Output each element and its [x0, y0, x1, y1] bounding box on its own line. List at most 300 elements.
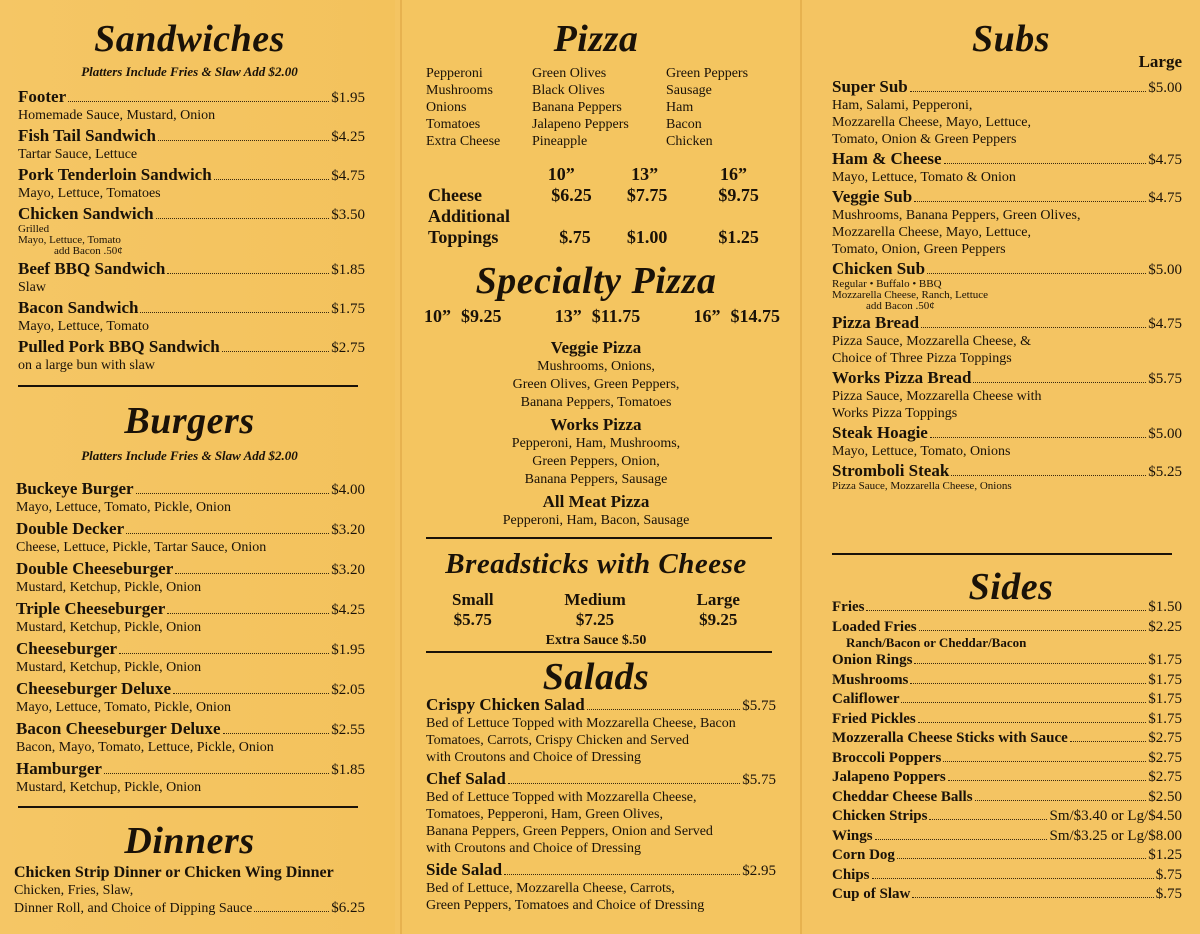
item-desc: Ham, Salami, Pepperoni, — [832, 98, 973, 113]
size-label: 10” — [547, 164, 575, 184]
item-name: Mozzeralla Cheese Sticks with Sauce — [832, 730, 1068, 746]
item-name: Cheddar Cheese Balls — [832, 788, 973, 805]
topping-name: Sausage — [666, 83, 712, 98]
size-price: $9.25 — [461, 306, 502, 326]
item-desc: Mustard, Ketchup, Pickle, Onion — [16, 780, 202, 795]
item-name: Bacon Sandwich — [18, 298, 139, 317]
item-price: $1.85 — [331, 262, 365, 278]
item-price: $5.75 — [742, 698, 776, 714]
size-price: $5.75 — [453, 610, 492, 629]
item-name: Beef BBQ Sandwich — [18, 259, 166, 278]
item-name: Pulled Pork BBQ Sandwich — [18, 337, 220, 356]
additional-label: Additional — [428, 206, 511, 226]
item-price: $1.75 — [1148, 691, 1182, 707]
item-desc: Green Peppers, Tomatoes and Choice of Dressing — [426, 898, 705, 913]
item-name: Buckeye Burger — [16, 479, 134, 498]
item-price: $.75 — [1155, 886, 1182, 902]
leader-dots — [919, 630, 1147, 631]
specialty-size — [555, 306, 641, 327]
menu-item — [832, 749, 1182, 767]
item-desc: Mayo, Lettuce, Tomato & Onion — [832, 170, 1016, 185]
item-desc: Regular • Buffalo • BBQ — [832, 278, 942, 290]
menu-item — [18, 127, 365, 163]
item-name: Super Sub — [832, 77, 908, 96]
leader-dots — [104, 773, 329, 774]
item-row — [18, 338, 365, 357]
item-row — [832, 671, 1182, 689]
topping-name: Black Olives — [532, 83, 605, 98]
item-name: Califlower — [832, 691, 900, 707]
item-row — [16, 600, 365, 619]
leader-dots — [866, 610, 1146, 611]
item-desc: Works Pizza Toppings — [832, 406, 958, 421]
item-desc: Bed of Lettuce, Mozzarella Cheese, Carrots, — [426, 881, 675, 896]
item-desc: Tomatoes, Pepperoni, Ham, Green Olives, — [426, 807, 663, 822]
topping-name: Pineapple — [532, 134, 588, 149]
topping-price: $.75 — [559, 227, 591, 247]
menu-item — [16, 560, 365, 596]
specialty-desc: Pepperoni, Ham, Bacon, Sausage — [502, 513, 690, 528]
subs-title: Subs — [971, 18, 1051, 60]
item-name: Mushrooms — [832, 671, 909, 688]
item-desc: Mayo, Lettuce, Tomato, Pickle, Onion — [16, 700, 231, 715]
item-desc: Tomato, Onion & Green Peppers — [832, 132, 1017, 147]
item-row — [18, 88, 365, 107]
item-desc: Tartar Sauce, Lettuce — [18, 147, 138, 162]
menu-item — [16, 520, 365, 556]
item-row — [832, 369, 1182, 388]
menu-item — [18, 299, 365, 335]
item-price: $2.75 — [1148, 769, 1182, 785]
menu-item — [832, 729, 1182, 747]
item-desc: with Croutons and Choice of Dressing — [426, 750, 642, 765]
leader-dots — [167, 613, 329, 614]
menu-item — [832, 690, 1182, 708]
leader-dots — [1070, 741, 1146, 742]
item-price: $4.25 — [331, 602, 365, 618]
breadstick-size — [564, 590, 625, 630]
item-name: Crispy Chicken Salad — [426, 695, 585, 714]
specialty-pizza — [402, 415, 790, 489]
menu-item — [18, 338, 365, 374]
leader-dots — [948, 780, 1146, 781]
specialty-name: All Meat Pizza — [542, 492, 650, 511]
specialty-desc: Green Peppers, Onion, — [532, 454, 660, 469]
topping-name: Pepperoni — [426, 66, 483, 81]
menu-item — [832, 618, 1182, 650]
item-name: Cheeseburger — [16, 639, 118, 658]
item-price: $1.75 — [1148, 652, 1182, 668]
item-price: $2.55 — [331, 722, 365, 738]
item-price: $1.50 — [1148, 599, 1182, 615]
item-price: $1.85 — [331, 762, 365, 778]
item-row — [832, 710, 1182, 728]
item-row — [18, 260, 365, 279]
item-desc: Mozzarella Cheese, Mayo, Lettuce, — [832, 115, 1032, 130]
item-name: Chicken Sub — [832, 259, 926, 278]
item-desc: Ranch/Bacon or Cheddar/Bacon — [846, 634, 1027, 650]
item-row — [832, 729, 1182, 747]
item-row — [16, 640, 365, 659]
menu-item — [832, 710, 1182, 728]
size-label: Medium — [564, 590, 626, 609]
leader-dots — [222, 351, 330, 352]
menu-item — [16, 600, 365, 636]
leader-dots — [951, 475, 1146, 476]
menu-item — [832, 885, 1182, 903]
specialty-desc: Banana Peppers, Sausage — [524, 472, 668, 487]
item-name: Onion Rings — [832, 652, 913, 668]
item-row — [16, 680, 365, 699]
sandwiches-title: Sandwiches — [94, 18, 285, 60]
menu-item — [832, 314, 1182, 367]
item-price: $4.75 — [1148, 316, 1182, 332]
item-price: $4.00 — [331, 482, 365, 498]
salad-list — [426, 696, 776, 918]
item-name: Broccoli Poppers — [832, 749, 942, 766]
leader-dots — [140, 312, 329, 313]
menu-item — [832, 768, 1182, 786]
item-price: $1.95 — [331, 90, 365, 106]
item-desc: add Bacon .50¢ — [866, 300, 935, 312]
item-price: $5.25 — [1148, 464, 1182, 480]
item-row — [16, 560, 365, 579]
item-name: Cheeseburger Deluxe — [16, 679, 172, 698]
leader-dots — [912, 897, 1153, 898]
leader-dots — [921, 327, 1146, 328]
item-row — [832, 424, 1182, 443]
specialty-size — [424, 306, 502, 327]
topping-row — [426, 82, 784, 99]
sandwich-list — [18, 88, 365, 377]
item-row — [832, 462, 1182, 481]
item-name: Veggie Sub — [832, 187, 913, 206]
item-name: Footer — [18, 87, 67, 106]
leader-dots — [119, 653, 329, 654]
item-price: $2.25 — [1148, 618, 1182, 635]
size-label: Large — [1138, 52, 1182, 71]
item-row — [832, 314, 1182, 333]
size-label: 16” — [693, 306, 721, 326]
item-name: Double Cheeseburger — [16, 559, 174, 578]
leader-dots — [943, 761, 1146, 762]
size-label: 10” — [424, 306, 451, 326]
dinner-price: $6.25 — [331, 900, 365, 916]
item-desc: Mayo, Lettuce, Tomatoes — [18, 186, 161, 201]
menu-item — [832, 188, 1182, 258]
leader-dots — [975, 800, 1147, 801]
item-price: $3.20 — [331, 562, 365, 578]
leader-dots — [175, 573, 329, 574]
item-row — [832, 260, 1182, 279]
breadstick-sizes — [452, 590, 740, 630]
leader-dots — [173, 693, 329, 694]
item-desc: Pizza Sauce, Mozzarella Cheese with — [832, 389, 1042, 404]
item-price: $4.25 — [331, 129, 365, 145]
topping-row — [426, 133, 784, 150]
item-name: Stromboli Steak — [832, 461, 950, 480]
menu-item — [832, 598, 1182, 616]
item-price: $5.75 — [742, 772, 776, 788]
item-desc: Mustard, Ketchup, Pickle, Onion — [16, 660, 202, 675]
item-desc: add Bacon .50¢ — [54, 245, 123, 257]
topping-name: Extra Cheese — [426, 134, 501, 149]
item-name: Hamburger — [16, 759, 102, 778]
breadstick-size — [697, 590, 740, 630]
toppings-label: Toppings — [428, 227, 499, 247]
item-row — [832, 827, 1182, 845]
divider — [832, 553, 1172, 555]
topping-table — [426, 65, 784, 150]
leader-dots — [68, 101, 329, 102]
item-desc: Mayo, Lettuce, Tomato, Pickle, Onion — [16, 500, 231, 515]
item-row — [426, 770, 776, 789]
menu-item — [426, 770, 776, 857]
item-desc: Tomatoes, Carrots, Crispy Chicken and Served — [426, 733, 690, 748]
menu-item — [832, 369, 1182, 422]
item-name: Bacon Cheeseburger Deluxe — [16, 719, 221, 738]
menu-item — [18, 88, 365, 124]
menu-item — [832, 424, 1182, 460]
menu-item — [426, 696, 776, 766]
item-desc: Grilled — [18, 223, 50, 235]
topping-name: Tomatoes — [426, 117, 481, 132]
topping-row — [426, 65, 784, 82]
specialty-desc: Banana Peppers, Tomatoes — [520, 395, 672, 410]
specialty-sizes — [424, 306, 780, 327]
pizza-title: Pizza — [553, 18, 639, 60]
specialty-desc: Mushrooms, Onions, — [537, 359, 655, 374]
item-row — [832, 690, 1182, 708]
size-label: 13” — [631, 164, 659, 184]
item-desc: Mayo, Lettuce, Tomato, Onions — [832, 444, 1011, 459]
pizza-price-grid — [428, 164, 778, 248]
left-panel — [0, 0, 395, 934]
leader-dots — [254, 911, 329, 912]
item-name: Fish Tail Sandwich — [18, 126, 156, 145]
topping-name: Bacon — [666, 117, 702, 132]
item-name: Ham & Cheese — [832, 149, 942, 168]
menu-item — [832, 827, 1182, 845]
topping-name: Mushrooms — [426, 83, 493, 98]
leader-dots — [504, 874, 740, 875]
menu-item — [832, 78, 1182, 148]
item-price: $4.75 — [331, 168, 365, 184]
leader-dots — [944, 163, 1147, 164]
item-row — [426, 696, 776, 715]
divider — [18, 806, 358, 808]
dinner-desc: Chicken, Fries, Slaw, — [14, 883, 134, 898]
item-row — [18, 205, 365, 224]
specialty-pizza — [402, 492, 790, 530]
divider — [18, 385, 358, 387]
leader-dots — [126, 533, 329, 534]
item-name: Fried Pickles — [832, 710, 916, 727]
menu-item — [16, 760, 365, 796]
item-price: Sm/$3.25 or Lg/$8.00 — [1049, 827, 1182, 844]
menu-item — [832, 462, 1182, 492]
item-price: $2.75 — [331, 340, 365, 356]
leader-dots — [223, 733, 330, 734]
dinner-name: Chicken Strip Dinner or Chicken Wing Dinner — [14, 864, 334, 881]
leader-dots — [167, 273, 329, 274]
leader-dots — [901, 702, 1146, 703]
menu-item — [16, 680, 365, 716]
dinner-item — [14, 864, 365, 918]
menu-item — [18, 205, 365, 257]
leader-dots — [918, 722, 1147, 723]
item-name: Wings — [832, 827, 873, 844]
item-price: $1.75 — [331, 301, 365, 317]
menu-item — [832, 846, 1182, 864]
menu-item — [832, 150, 1182, 186]
item-price: $2.95 — [742, 863, 776, 879]
item-desc: Pizza Sauce, Mozzarella Cheese, Onions — [832, 480, 1012, 492]
item-desc: Bacon, Mayo, Tomato, Lettuce, Pickle, Onion — [16, 740, 274, 755]
specialty-desc: Green Olives, Green Peppers, — [512, 377, 680, 392]
leader-dots — [927, 273, 1146, 274]
menu-item — [832, 788, 1182, 806]
specialty-title: Specialty Pizza — [475, 260, 717, 302]
menu-item — [832, 671, 1182, 689]
item-desc: Mozzarella Cheese, Mayo, Lettuce, — [832, 225, 1032, 240]
item-price: $5.00 — [1148, 426, 1182, 442]
menu-item — [16, 720, 365, 756]
sub-list — [832, 78, 1182, 494]
item-price: $2.50 — [1148, 788, 1182, 805]
specialty-pizza — [402, 338, 790, 412]
item-row — [832, 651, 1182, 669]
item-desc: Homemade Sauce, Mustard, Onion — [18, 108, 216, 123]
divider — [426, 537, 772, 539]
menu-item — [832, 866, 1182, 884]
burgers-title: Burgers — [124, 400, 255, 442]
item-row — [832, 78, 1182, 97]
item-desc: Slaw — [18, 280, 46, 295]
leader-dots — [136, 493, 330, 494]
item-name: Triple Cheeseburger — [16, 599, 166, 618]
cheese-price: $7.75 — [626, 185, 668, 205]
item-price: $1.25 — [1148, 847, 1182, 863]
item-name: Pork Tenderloin Sandwich — [18, 165, 212, 184]
cheese-label: Cheese — [428, 185, 482, 205]
leader-dots — [587, 709, 741, 710]
item-row — [18, 166, 365, 185]
leader-dots — [914, 201, 1146, 202]
specialty-name: Works Pizza — [550, 415, 642, 434]
menu-item — [16, 480, 365, 516]
item-desc: Cheese, Lettuce, Pickle, Tartar Sauce, Onion — [16, 540, 267, 555]
item-row — [16, 520, 365, 539]
size-price: $14.75 — [730, 306, 780, 326]
topping-name: Green Peppers — [666, 66, 749, 81]
item-price: $1.95 — [331, 642, 365, 658]
item-price: $4.75 — [1148, 152, 1182, 168]
item-name: Steak Hoagie — [832, 423, 928, 442]
sides-title: Sides — [968, 566, 1054, 608]
item-price: $2.75 — [1148, 749, 1182, 766]
item-name: Corn Dog — [832, 847, 895, 863]
item-name: Double Decker — [16, 519, 125, 538]
salads-title: Salads — [542, 656, 650, 698]
item-name: Works Pizza Bread — [832, 368, 972, 387]
topping-row — [426, 116, 784, 133]
sandwiches-note: Platters Include Fries & Slaw Add $2.00 — [81, 64, 298, 79]
leader-dots — [156, 218, 330, 219]
side-list — [832, 598, 1182, 905]
item-row — [832, 749, 1182, 767]
leader-dots — [897, 858, 1146, 859]
item-desc: Choice of Three Pizza Toppings — [832, 351, 1012, 366]
item-price: $1.75 — [1148, 710, 1182, 727]
dinners-title: Dinners — [124, 820, 255, 862]
item-row — [426, 861, 776, 880]
item-name: Pizza Bread — [832, 313, 920, 332]
leader-dots — [930, 437, 1146, 438]
leader-dots — [910, 91, 1146, 92]
topping-name: Jalapeno Peppers — [532, 117, 629, 132]
item-price: $2.05 — [331, 682, 365, 698]
item-row — [832, 846, 1182, 864]
item-desc: Mustard, Ketchup, Pickle, Onion — [16, 580, 202, 595]
leader-dots — [214, 179, 330, 180]
leader-dots — [973, 382, 1146, 383]
item-row — [832, 768, 1182, 786]
item-desc: Mozzarella Cheese, Ranch, Lettuce — [832, 289, 989, 301]
size-price: $11.75 — [591, 306, 641, 326]
cheese-price: $6.25 — [551, 185, 592, 205]
burger-list — [16, 480, 365, 800]
burgers-note: Platters Include Fries & Slaw Add $2.00 — [81, 448, 298, 463]
item-row — [832, 188, 1182, 207]
item-desc: Mustard, Ketchup, Pickle, Onion — [16, 620, 202, 635]
size-label: Large — [696, 590, 740, 609]
topping-price: $1.00 — [626, 227, 668, 247]
item-desc: with Croutons and Choice of Dressing — [426, 841, 642, 856]
item-name: Chef Salad — [426, 769, 506, 788]
extra-sauce: Extra Sauce $.50 — [545, 633, 647, 648]
breadsticks-title: Breadsticks with Cheese — [445, 548, 747, 580]
item-row — [832, 807, 1182, 825]
item-price: $5.00 — [1148, 80, 1182, 96]
middle-panel — [400, 0, 790, 934]
item-name: Jalapeno Poppers — [832, 769, 946, 785]
item-row — [16, 760, 365, 779]
size-label: 13” — [554, 306, 582, 326]
size-price: $7.25 — [575, 610, 615, 629]
item-name: Side Salad — [426, 860, 503, 879]
item-desc: Bed of Lettuce Topped with Mozzarella Cheese, Bacon — [426, 716, 736, 731]
item-row — [832, 885, 1182, 903]
item-price: $2.75 — [1148, 730, 1182, 746]
item-row — [18, 127, 365, 146]
topping-price: $1.25 — [718, 227, 759, 247]
topping-row — [426, 99, 784, 116]
menu-item — [18, 260, 365, 296]
item-row — [832, 866, 1182, 884]
item-name: Chips — [832, 866, 870, 883]
leader-dots — [508, 783, 740, 784]
item-name: Chicken Strips — [832, 808, 928, 824]
item-price: $3.20 — [331, 522, 365, 538]
topping-name: Ham — [666, 100, 694, 115]
menu-item — [18, 166, 365, 202]
leader-dots — [914, 663, 1146, 664]
topping-name: Chicken — [666, 134, 713, 149]
item-name: Fries — [832, 599, 865, 615]
specialty-desc: Pepperoni, Ham, Mushrooms, — [511, 436, 681, 451]
item-desc: Tomato, Onion, Green Peppers — [832, 242, 1006, 257]
